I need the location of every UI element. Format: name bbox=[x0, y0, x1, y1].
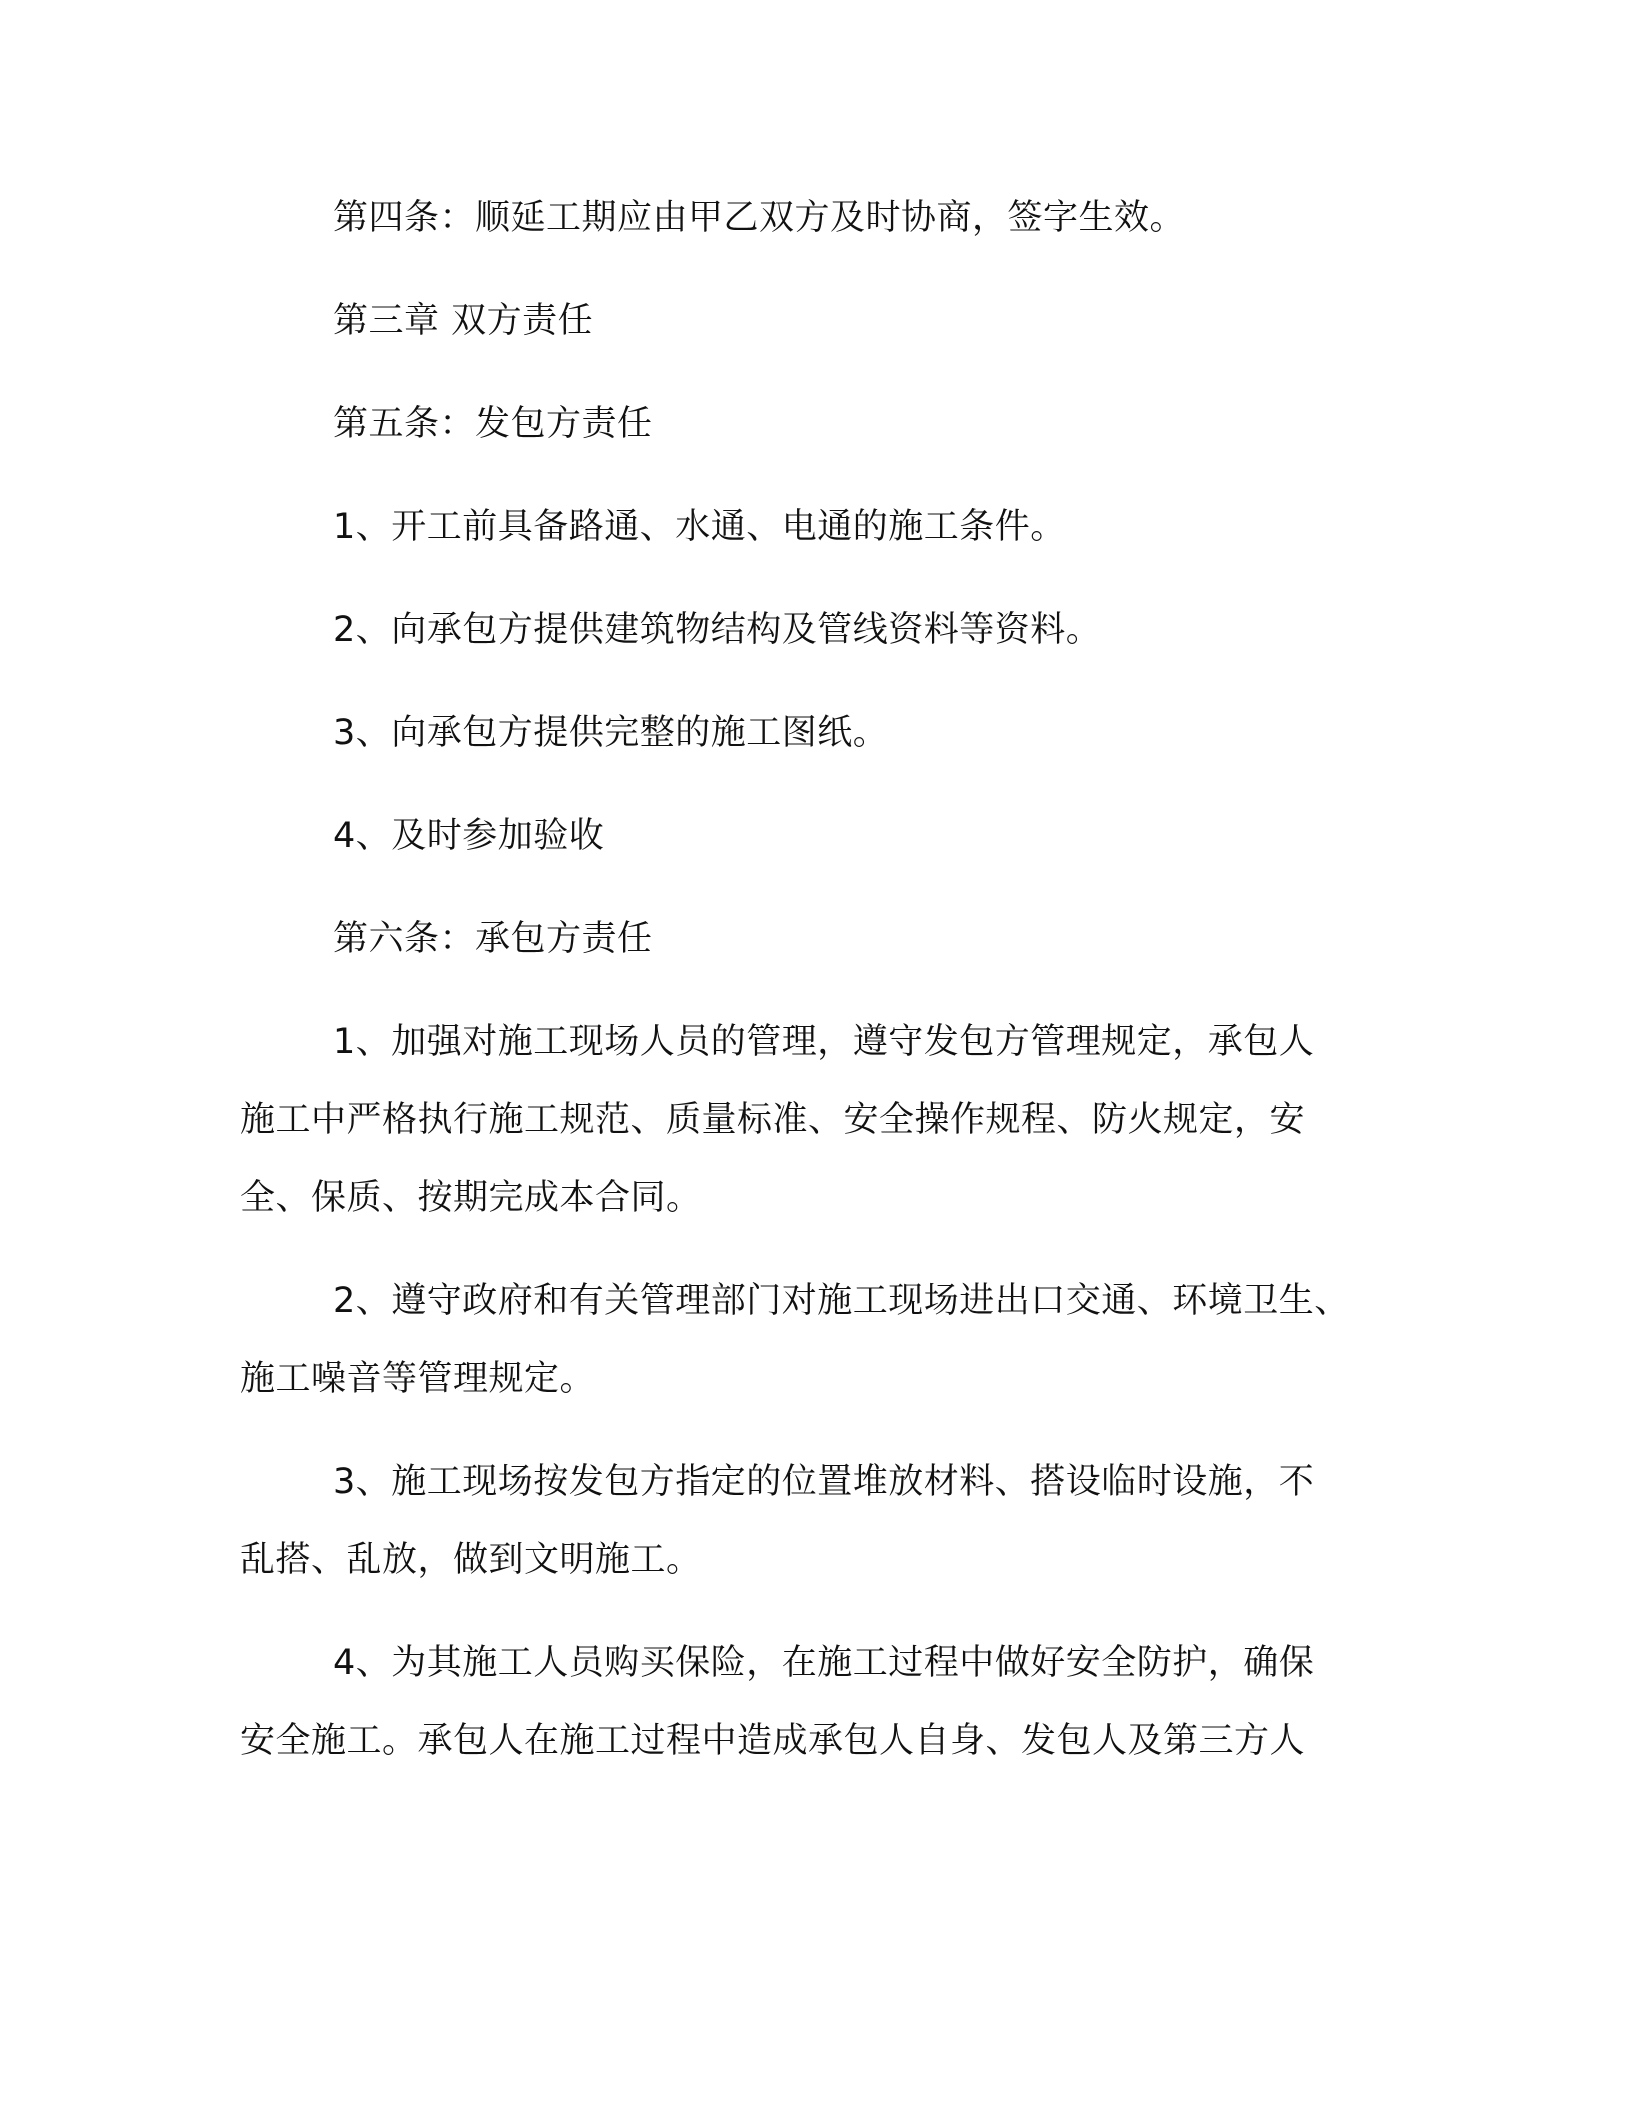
article-5-heading: 第五条：发包方责任 bbox=[333, 404, 653, 444]
article-6-item-1-line-1: 1、加强对施工现场人员的管理，遵守发包方管理规定，承包人 bbox=[333, 1022, 1315, 1062]
article-6-item-3-line-1: 3、施工现场按发包方指定的位置堆放材料、搭设临时设施，不 bbox=[333, 1462, 1315, 1502]
article-6-item-1-line-2: 施工中严格执行施工规范、质量标准、安全操作规程、防火规定，安 bbox=[240, 1100, 1306, 1140]
chapter-3-heading: 第三章 双方责任 bbox=[333, 301, 594, 341]
article-5-item-3: 3、向承包方提供完整的施工图纸。 bbox=[333, 713, 889, 753]
article-6-item-3-line-2: 乱搭、乱放，做到文明施工。 bbox=[240, 1540, 702, 1580]
article-4-delay-text: 第四条：顺延工期应由甲乙双方及时协商，签字生效。 bbox=[333, 198, 1186, 238]
article-5-item-4: 4、及时参加验收 bbox=[333, 816, 605, 856]
article-5-item-2: 2、向承包方提供建筑物结构及管线资料等资料。 bbox=[333, 610, 1102, 650]
article-6-item-2-line-2: 施工噪音等管理规定。 bbox=[240, 1359, 596, 1399]
article-6-heading: 第六条：承包方责任 bbox=[333, 919, 653, 959]
article-6-item-1-line-3: 全、保质、按期完成本合同。 bbox=[240, 1178, 702, 1218]
article-5-item-1: 1、开工前具备路通、水通、电通的施工条件。 bbox=[333, 507, 1066, 547]
article-6-item-2-line-1: 2、遵守政府和有关管理部门对施工现场进出口交通、环境卫生、 bbox=[333, 1281, 1350, 1321]
article-6-item-4-line-2: 安全施工。承包人在施工过程中造成承包人自身、发包人及第三方人 bbox=[240, 1721, 1306, 1761]
article-6-item-4-line-1: 4、为其施工人员购买保险，在施工过程中做好安全防护，确保 bbox=[333, 1643, 1315, 1683]
